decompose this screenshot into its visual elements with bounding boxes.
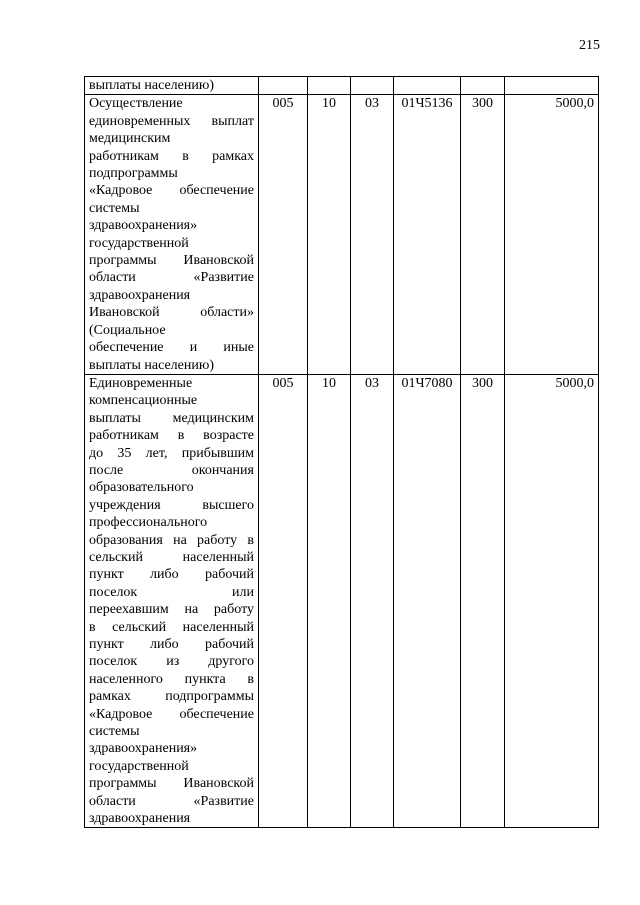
subsection-cell: 03: [351, 374, 394, 828]
description-line: Единовременные: [89, 375, 193, 391]
description-line: системы: [89, 724, 140, 740]
section-cell: 10: [308, 374, 351, 828]
subsection-cell: 03: [351, 95, 394, 375]
description-line: образования на работу в: [89, 532, 254, 548]
code-admin-cell: 005: [259, 95, 308, 375]
description-line: Ивановской области»: [89, 305, 254, 321]
target-article-cell: 01Ч7080: [394, 374, 461, 828]
description-line: выплаты населению): [89, 78, 214, 93]
description-line: в сельский населенный: [89, 619, 254, 635]
amount-cell: 5000,0: [505, 95, 599, 375]
description-line: поселок из другого: [89, 654, 254, 670]
description-line: программы Ивановской: [89, 253, 254, 269]
description-line: программы Ивановской: [89, 776, 254, 792]
description-line: населенного пункта в: [89, 671, 254, 687]
description-line: здравоохранения»: [89, 741, 198, 757]
description-line: государственной: [89, 235, 189, 251]
description-line: сельский населенный: [89, 549, 254, 565]
description-line: Осуществление: [89, 96, 183, 112]
description-line: подпрограммы: [89, 166, 178, 182]
code-admin-cell: [259, 77, 308, 95]
description-line: учреждения высшего: [89, 497, 254, 513]
description-line: области «Развитие: [89, 270, 254, 286]
amount-cell: 5000,0: [505, 374, 599, 828]
description-line: работникам в возрасте: [89, 428, 254, 444]
description-line: здравоохранения: [89, 811, 191, 827]
section-cell: 10: [308, 95, 351, 375]
code-admin-cell: 005: [259, 374, 308, 828]
description-line: (Социальное: [89, 322, 166, 338]
description-line: «Кадровое обеспечение: [89, 706, 254, 722]
subsection-cell: [351, 77, 394, 95]
description-cell: [85, 374, 259, 828]
description-line: переехавшим на работу: [89, 602, 254, 618]
description-line: работникам в рамках: [89, 148, 254, 164]
target-article-cell: [394, 77, 461, 95]
description-line: выплаты населению): [89, 357, 214, 373]
description-line: системы: [89, 200, 140, 216]
description-cell: [85, 77, 259, 95]
page-number: 215: [579, 38, 600, 53]
description-line: обеспечение и иные: [89, 340, 254, 356]
target-article-cell: 01Ч5136: [394, 95, 461, 375]
description-line: единовременных выплат: [89, 113, 254, 129]
description-cell: [85, 95, 259, 375]
expense-type-cell: 300: [461, 95, 505, 375]
description-line: до 35 лет, прибывшим: [89, 445, 254, 461]
description-line: после окончания: [89, 462, 254, 478]
expense-type-cell: 300: [461, 374, 505, 828]
table-row: [85, 95, 599, 375]
description-line: медицинским: [89, 131, 171, 147]
budget-table: [84, 76, 599, 828]
description-line: компенсационные: [89, 393, 198, 409]
description-line: здравоохранения»: [89, 218, 198, 234]
description-line: выплаты медицинским: [89, 410, 254, 426]
description-line: области «Развитие: [89, 793, 254, 809]
table-row: [85, 77, 599, 95]
description-line: поселок или: [89, 584, 254, 600]
expense-type-cell: [461, 77, 505, 95]
amount-cell: [505, 77, 599, 95]
description-line: «Кадровое обеспечение: [89, 183, 254, 199]
description-line: государственной: [89, 758, 189, 774]
section-cell: [308, 77, 351, 95]
description-line: пункт либо рабочий: [89, 567, 254, 583]
description-line: образовательного: [89, 480, 194, 496]
description-line: рамках подпрограммы: [89, 689, 254, 705]
description-line: здравоохранения: [89, 287, 191, 303]
description-line: профессионального: [89, 515, 208, 531]
description-line: пункт либо рабочий: [89, 637, 254, 652]
table-row: [85, 374, 599, 828]
